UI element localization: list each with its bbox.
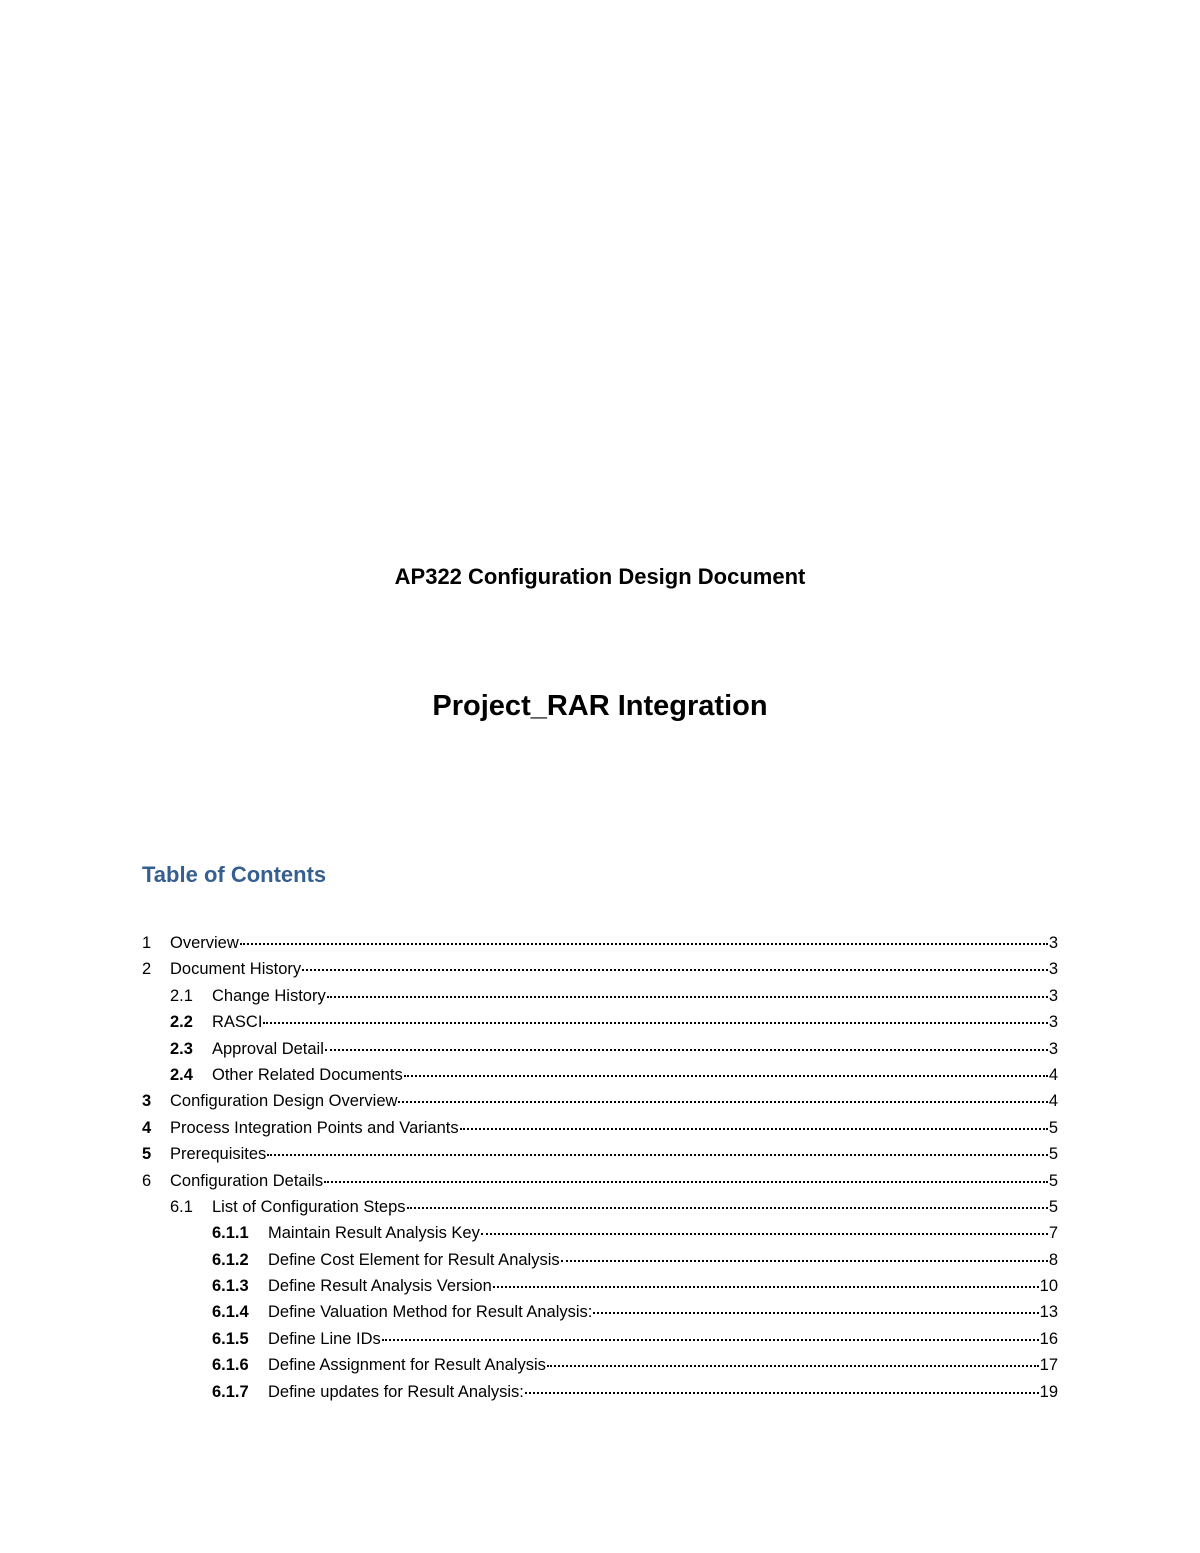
toc-entry-page: 3 <box>1048 1039 1058 1058</box>
toc-entry-page: 4 <box>1048 1065 1058 1084</box>
toc-entry[interactable] <box>142 1009 1058 1035</box>
toc-entry-label: RASCI <box>212 1013 263 1032</box>
toc-entry-label: Configuration Design Overview <box>170 1092 398 1111</box>
toc-entry-label: Configuration Details <box>170 1171 324 1190</box>
toc-dot-leader <box>561 1247 1048 1265</box>
toc-entry-number: 6 <box>142 1171 152 1190</box>
project-title: Project_RAR Integration <box>432 690 768 722</box>
toc-entry[interactable] <box>142 983 1058 1009</box>
toc-entry-number: 2 <box>142 960 152 979</box>
toc-entry-page: 4 <box>1048 1092 1058 1111</box>
toc-entry[interactable] <box>142 1088 1058 1114</box>
toc-entry-number: 6.1.7 <box>212 1382 249 1401</box>
toc-entry-label: Document History <box>170 960 302 979</box>
table-of-contents <box>142 930 1058 1405</box>
toc-entry-number: 6.1.5 <box>212 1329 249 1348</box>
toc-dot-leader <box>382 1326 1039 1344</box>
toc-entry-page: 8 <box>1048 1250 1058 1269</box>
toc-entry-number: 6.1.1 <box>212 1224 249 1243</box>
toc-dot-leader <box>493 1273 1039 1291</box>
toc-dot-leader <box>593 1299 1038 1317</box>
toc-entry-label: Maintain Result Analysis Key <box>268 1224 480 1243</box>
toc-entry-label: Define Valuation Method for Result Analysis: <box>268 1303 593 1322</box>
toc-entry-label: Other Related Documents <box>212 1065 403 1084</box>
toc-entry-label: Define Line IDs <box>268 1329 381 1348</box>
toc-dot-leader <box>263 1009 1047 1027</box>
toc-dot-leader <box>481 1220 1048 1238</box>
toc-dot-leader <box>267 1141 1048 1159</box>
toc-entry[interactable] <box>142 1194 1058 1220</box>
toc-entry-page: 17 <box>1039 1356 1058 1375</box>
toc-entry-number: 6.1.6 <box>212 1356 249 1375</box>
toc-entry-number: 2.4 <box>170 1065 193 1084</box>
toc-dot-leader <box>324 1168 1048 1186</box>
toc-entry-number: 6.1.4 <box>212 1303 249 1322</box>
toc-heading: Table of Contents <box>142 862 327 887</box>
toc-entry-number: 2.1 <box>170 986 193 1005</box>
toc-entry[interactable] <box>142 1273 1058 1299</box>
toc-entry-label: Define Assignment for Result Analysis <box>268 1356 546 1375</box>
toc-entry-page: 19 <box>1039 1382 1058 1401</box>
toc-entry-label: Change History <box>212 986 326 1005</box>
toc-entry-label: Define Cost Element for Result Analysis <box>268 1250 560 1269</box>
toc-dot-leader <box>398 1088 1047 1106</box>
toc-dot-leader <box>547 1352 1039 1370</box>
toc-entry-label: List of Configuration Steps <box>212 1197 406 1216</box>
toc-entry[interactable] <box>142 1379 1058 1405</box>
document-title: AP322 Configuration Design Document <box>394 564 806 589</box>
toc-dot-leader <box>240 930 1048 948</box>
toc-dot-leader <box>460 1115 1048 1133</box>
toc-entry-label: Prerequisites <box>170 1145 267 1164</box>
toc-entry-page: 13 <box>1039 1303 1058 1322</box>
toc-entry[interactable] <box>142 1141 1058 1167</box>
toc-entry-number: 4 <box>142 1118 152 1137</box>
toc-entry-label: Approval Detail <box>212 1039 324 1058</box>
toc-entry-number: 3 <box>142 1092 152 1111</box>
toc-entry-label: Define updates for Result Analysis: <box>268 1382 524 1401</box>
toc-entry-label: Overview <box>170 934 239 952</box>
toc-entry[interactable] <box>142 1036 1058 1062</box>
toc-dot-leader <box>404 1062 1048 1080</box>
toc-entry-page: 7 <box>1048 1224 1058 1243</box>
toc-entry-number: 5 <box>142 1145 152 1164</box>
toc-entry-label: Process Integration Points and Variants <box>170 1118 459 1137</box>
toc-dot-leader <box>407 1194 1048 1212</box>
toc-dot-leader <box>325 1036 1048 1054</box>
toc-entry[interactable] <box>142 1062 1058 1088</box>
toc-entry[interactable] <box>142 1115 1058 1141</box>
toc-entry[interactable] <box>142 1168 1058 1194</box>
toc-entry-number: 2.3 <box>170 1039 193 1058</box>
toc-dot-leader <box>525 1379 1039 1397</box>
toc-entry[interactable] <box>142 1299 1058 1325</box>
toc-entry[interactable] <box>142 1247 1058 1273</box>
toc-entry-number: 6.1 <box>170 1197 193 1216</box>
toc-entry-page: 5 <box>1048 1197 1058 1216</box>
toc-dot-leader <box>327 983 1048 1001</box>
toc-entry[interactable] <box>142 956 1058 982</box>
toc-entry-page: 5 <box>1048 1118 1058 1137</box>
toc-entry-page: 3 <box>1048 1013 1058 1032</box>
toc-entry-number: 6.1.2 <box>212 1250 249 1269</box>
toc-entry[interactable] <box>142 1326 1058 1352</box>
toc-dot-leader <box>302 956 1048 974</box>
toc-entry-page: 10 <box>1039 1277 1058 1296</box>
toc-entry[interactable] <box>142 1352 1058 1378</box>
toc-entry-page: 5 <box>1048 1145 1058 1164</box>
toc-entry-number: 6.1.3 <box>212 1277 249 1296</box>
toc-entry-page: 3 <box>1048 934 1058 952</box>
toc-entry-label: Define Result Analysis Version <box>268 1277 492 1296</box>
toc-entry-page: 16 <box>1039 1329 1058 1348</box>
toc-entry-page: 3 <box>1048 960 1058 979</box>
toc-entry-number: 2.2 <box>170 1013 193 1032</box>
toc-entry-page: 5 <box>1048 1171 1058 1190</box>
toc-entry-page: 3 <box>1048 986 1058 1005</box>
toc-entry-number: 1 <box>142 934 152 952</box>
toc-entry[interactable] <box>142 1220 1058 1246</box>
toc-entry[interactable] <box>142 930 1058 956</box>
